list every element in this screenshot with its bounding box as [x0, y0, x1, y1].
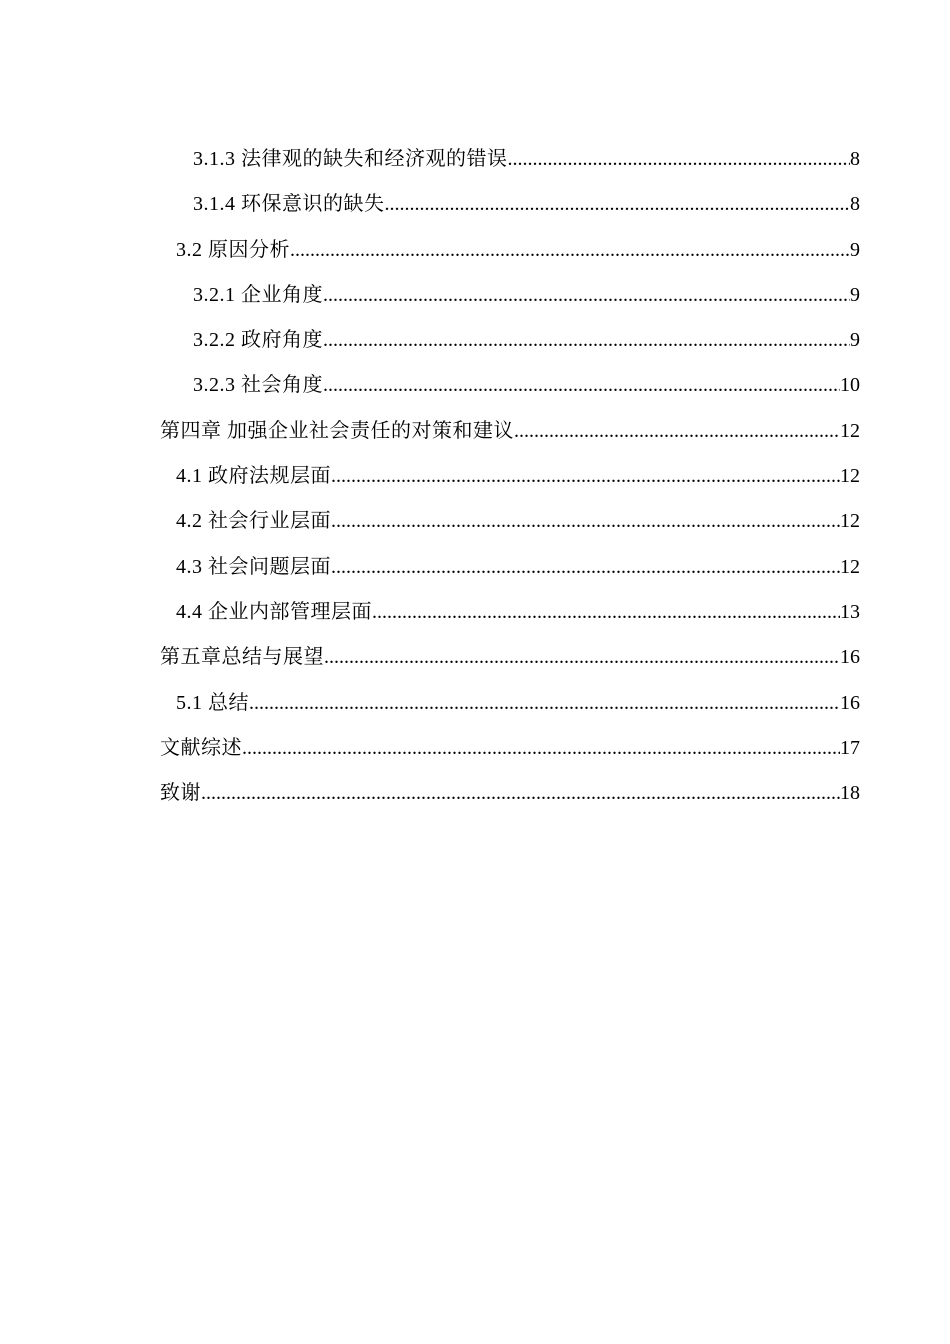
toc-entry-title: 文献综述 [160, 736, 242, 759]
toc-entry[interactable] [160, 681, 860, 726]
toc-entry[interactable] [160, 726, 860, 771]
toc-entry[interactable] [160, 228, 860, 273]
toc-entry-page: 16 [840, 646, 860, 669]
dot-leader [385, 182, 851, 227]
toc-entry-page: 12 [840, 555, 860, 578]
toc-entry-page: 12 [840, 465, 860, 488]
toc-entry-title: 3.1.3 法律观的缺失和经济观的错误 [193, 148, 508, 170]
toc-entry[interactable] [160, 635, 860, 680]
toc-entry[interactable] [160, 454, 860, 499]
toc-entry-page: 12 [840, 510, 860, 533]
dot-leader [323, 318, 850, 363]
dot-leader [324, 635, 840, 680]
table-of-contents [160, 137, 860, 816]
dot-leader [323, 273, 850, 318]
toc-entry-title: 3.2.1 企业角度 [193, 283, 323, 306]
toc-entry-title: 3.2.2 政府角度 [193, 329, 323, 352]
dot-leader [249, 681, 840, 726]
toc-entry-title: 4.1 政府法规层面 [176, 465, 331, 488]
toc-entry[interactable] [160, 545, 860, 590]
dot-leader [372, 590, 840, 635]
toc-entry-title: 第四章 加强企业社会责任的对策和建议 [160, 419, 514, 442]
toc-entry[interactable] [160, 318, 860, 363]
toc-entry-page: 18 [840, 782, 860, 805]
toc-entry[interactable] [160, 590, 860, 635]
toc-entry-title: 4.2 社会行业层面 [176, 510, 331, 533]
dot-leader [242, 726, 840, 771]
toc-entry-page: 17 [840, 736, 860, 759]
toc-entry-page: 12 [840, 419, 860, 442]
toc-entry-page: 16 [840, 691, 860, 714]
dot-leader [331, 499, 840, 544]
toc-entry-page: 9 [850, 329, 860, 352]
toc-entry-title: 4.4 企业内部管理层面 [176, 600, 372, 623]
toc-entry[interactable] [160, 137, 860, 182]
toc-entry-title: 5.1 总结 [176, 691, 249, 714]
toc-entry-page: 10 [840, 374, 860, 397]
toc-entry-title: 3.1.4 环保意识的缺失 [193, 193, 385, 216]
toc-entry-title: 致谢 [160, 782, 201, 805]
toc-entry-page: 9 [850, 283, 860, 306]
dot-leader [331, 545, 840, 590]
toc-entry[interactable] [160, 499, 860, 544]
toc-entry-page: 9 [850, 238, 860, 261]
toc-entry[interactable] [160, 409, 860, 454]
dot-leader [201, 771, 840, 816]
toc-entry-title: 第五章总结与展望 [160, 646, 324, 669]
toc-entry-title: 3.2 原因分析 [176, 238, 290, 261]
dot-leader [331, 454, 840, 499]
dot-leader [514, 409, 840, 454]
dot-leader [323, 363, 840, 408]
dot-leader [290, 228, 850, 273]
toc-entry-title: 3.2.3 社会角度 [193, 374, 323, 397]
toc-entry[interactable] [160, 182, 860, 227]
toc-entry-page: 8 [850, 148, 860, 170]
toc-entry[interactable] [160, 273, 860, 318]
dot-leader [508, 137, 851, 182]
toc-entry[interactable] [160, 771, 860, 816]
toc-entry-page: 8 [850, 193, 860, 216]
toc-entry-page: 13 [840, 600, 860, 623]
toc-entry-title: 4.3 社会问题层面 [176, 555, 331, 578]
toc-entry[interactable] [160, 363, 860, 408]
